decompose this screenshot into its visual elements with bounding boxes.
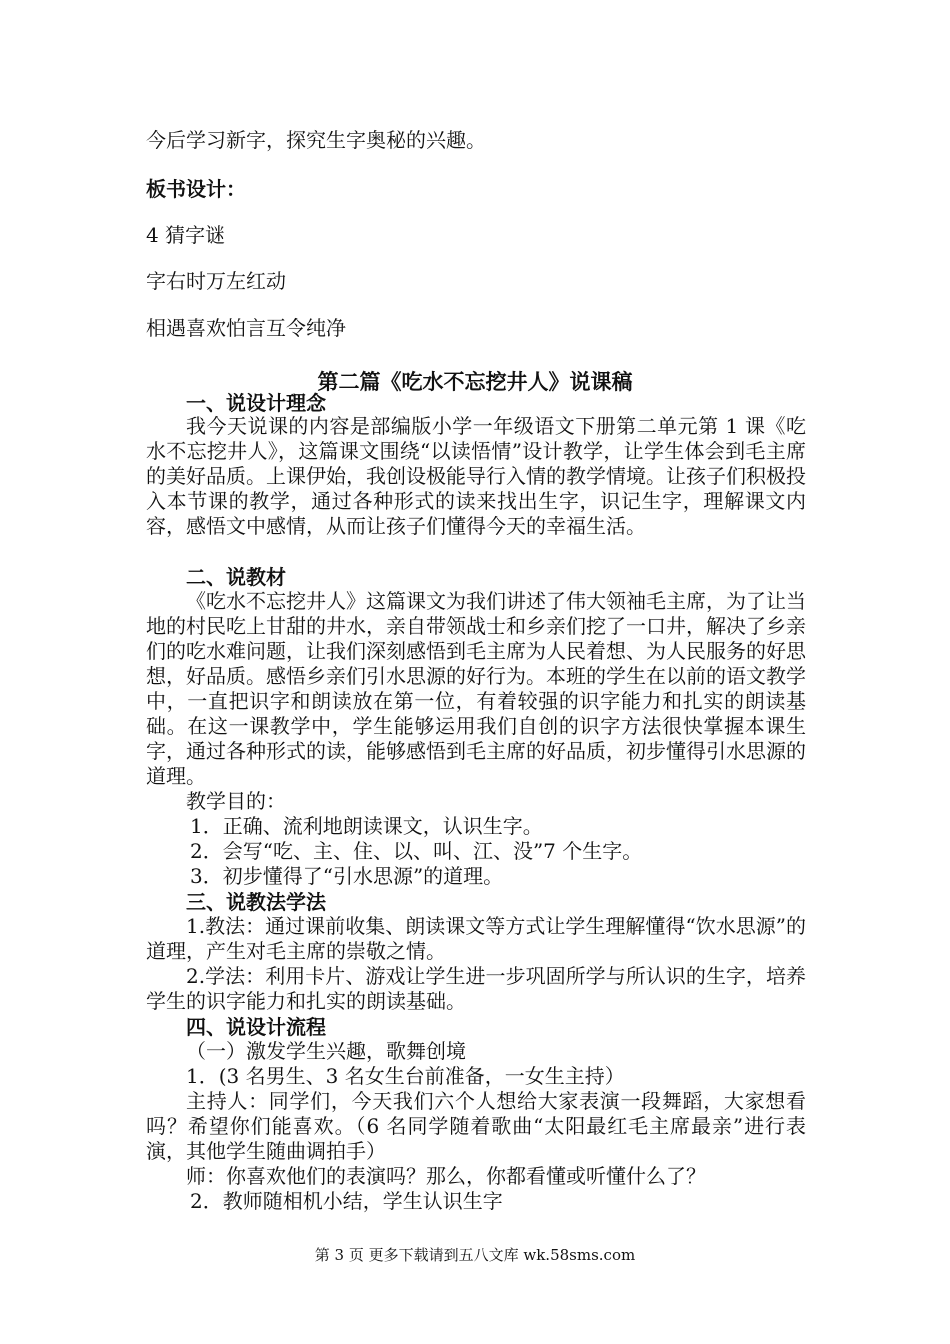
section-heading: 一、说设计理念 bbox=[186, 391, 326, 415]
step-line: 1．(3 名男生、3 名女生台前准备，一女生主持） bbox=[186, 1064, 625, 1088]
board-design-heading: 板书设计： bbox=[146, 177, 246, 201]
goal-item: 2．会写“吃、主、住、以、叫、江、没”7 个生字。 bbox=[190, 839, 643, 863]
board-line: 字右时万左红动 bbox=[146, 269, 286, 293]
section-heading: 四、说设计流程 bbox=[186, 1015, 326, 1039]
text-line: 今后学习新字，探究生字奥秘的兴趣。 bbox=[146, 128, 486, 152]
paragraph: 我今天说课的内容是部编版小学一年级语文下册第二单元第 1 课《吃水不忘挖井人》，这篇课文围绕“以读悟情”设计教学，让学生体会到毛主席的美好品质。上课伊始，我创设极能导行入情的教学情境。让孩子们积极投入本节课的教学，通过各种形式的读来找出生字，识记生字，理解课文内容，感悟文中感情，从而让孩子们懂得今天的幸福生活。 bbox=[146, 414, 806, 538]
step-line: 2．教师随相机小结，学生认识生字 bbox=[190, 1189, 503, 1213]
page-footer: 第 3 页 更多下载请到五八文库 wk.58sms.com bbox=[314, 1246, 636, 1264]
goal-item: 1．正确、流利地朗读课文，认识生字。 bbox=[190, 814, 543, 838]
goal-item: 3．初步懂得了“引水思源”的道理。 bbox=[190, 864, 504, 888]
paragraph: 主持人：同学们，今天我们六个人想给大家表演一段舞蹈，大家想看吗？希望你们能喜欢。（6 名同学随着歌曲“太阳最红毛主席最亲”进行表演，其他学生随曲调拍手） bbox=[146, 1089, 806, 1163]
step-line: 师：你喜欢他们的表演吗？那么，你都看懂或听懂什么了？ bbox=[186, 1164, 706, 1188]
step-line: （一）激发学生兴趣，歌舞创境 bbox=[186, 1039, 466, 1063]
paragraph: 《吃水不忘挖井人》这篇课文为我们讲述了伟大领袖毛主席，为了让当地的村民吃上甘甜的井水，亲自带领战士和乡亲们挖了一口井，解决了乡亲们的吃水难问题，让我们深刻感悟到毛主席为人民着想、为人民服务的好思想，好品质。感悟乡亲们引水思源的好行为。本班的学生在以前的语文教学中，一直把识字和朗读放在第一位，有着较强的识字能力和扎实的朗读基础。在这一课教学中，学生能够运用我们自创的识字方法很快掌握本课生字，通过各种形式的读，能够感悟到毛主席的好品质，初步懂得引水思源的道理。 bbox=[146, 589, 806, 788]
goals-label: 教学目的： bbox=[186, 789, 286, 813]
paragraph: 1.教法：通过课前收集、朗读课文等方式让学生理解懂得“饮水思源”的道理，产生对毛主席的崇敬之情。 bbox=[146, 914, 806, 963]
article-title: 第二篇《吃水不忘挖井人》说课稿 bbox=[317, 370, 633, 394]
section-heading: 三、说教法学法 bbox=[186, 890, 326, 914]
board-line: 相遇喜欢怕言互令纯净 bbox=[146, 316, 346, 340]
section-heading: 二、说教材 bbox=[186, 565, 286, 589]
board-line: 4 猜字谜 bbox=[146, 223, 226, 247]
paragraph: 2.学法：利用卡片、游戏让学生进一步巩固所学与所认识的生字，培养学生的识字能力和扎实的朗读基础。 bbox=[146, 964, 806, 1013]
